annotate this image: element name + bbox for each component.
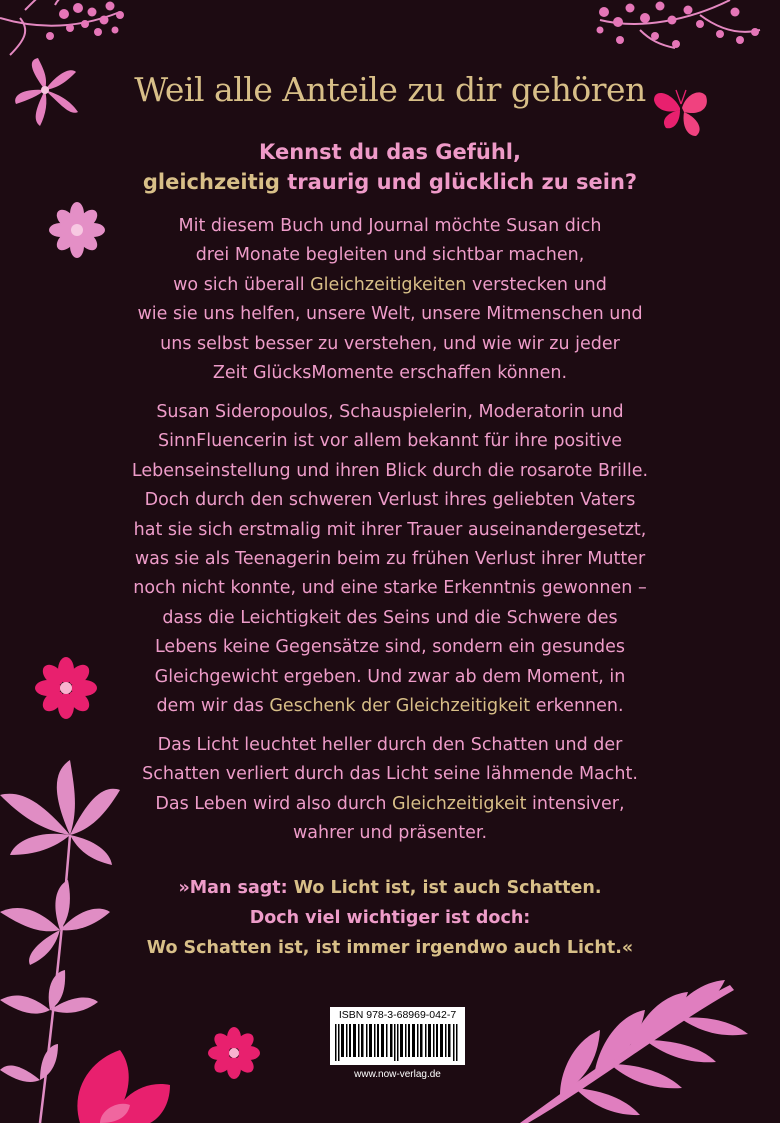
headline-line-2-rest: traurig und glücklich zu sein? — [279, 170, 638, 194]
paragraph-line: drei Monate begleiten und sichtbar machen, — [195, 245, 585, 266]
paragraph-line: wahrer und präsenter. — [292, 823, 488, 844]
paragraph-author — [0, 398, 780, 721]
highlight-text: Gleichzeitigkeiten — [310, 274, 467, 295]
cover-title: Weil alle Anteile zu dir gehören — [134, 70, 646, 109]
text-segment: »Man sagt: — [178, 878, 294, 898]
text-segment: intensiver, — [526, 793, 625, 814]
paragraph-line: uns selbst besser zu verstehen, und wie wir zu jeder — [160, 333, 620, 354]
palm-leaf-icon — [520, 980, 748, 1123]
paragraph-intro — [0, 212, 780, 388]
highlight-text: Wo Licht ist, ist auch Schatten. — [293, 878, 602, 898]
closing-quote — [0, 873, 780, 963]
paragraph-line: SinnFluencerin ist vor allem bekannt für ihre positive — [158, 431, 622, 452]
paragraph-line — [0, 692, 780, 721]
headline-line-1: Kennst du das Gefühl, — [259, 140, 521, 164]
paragraph-light — [0, 731, 780, 849]
paragraph-line: Das Licht leuchtet heller durch den Schatten und der — [157, 735, 623, 755]
paragraph-line: Lebenseinstellung und ihren Blick durch die rosarote Brille. — [131, 460, 649, 481]
top-left-berries-icon — [46, 2, 124, 41]
highlight-text: Geschenk der Gleichzeitigkeit — [269, 696, 531, 717]
paragraph-line: hat sie sich erstmalig mit ihrer Trauer auseinandergesetzt, — [133, 519, 647, 540]
quote-line — [0, 933, 780, 963]
paragraph-line: was sie als Teenagerin beim zu frühen Verlust ihrer Mutter — [134, 549, 646, 570]
text-segment: « — [621, 938, 634, 958]
barcode-icon — [335, 1024, 460, 1061]
paragraph-line — [0, 790, 780, 819]
text-segment: Das Leben wird also durch — [155, 793, 393, 814]
text-segment: verstecken und — [466, 274, 607, 295]
top-left-branch-icon — [0, 0, 120, 55]
paragraph-line: Schatten verliert durch das Licht seine lähmende Macht. — [142, 764, 638, 785]
text-segment: erkennen. — [530, 696, 624, 717]
paragraph-line: Zeit GlücksMomente erschaffen können. — [212, 363, 568, 384]
quote-line — [0, 873, 780, 903]
headline-line-2 — [0, 167, 780, 197]
paragraph-line: Lebens keine Gegensätze sind, sondern ein gesundes — [154, 637, 625, 658]
small-magenta-flower-icon — [208, 1027, 260, 1079]
highlight-text: ist immer irgendwo auch Licht. — [315, 938, 622, 958]
highlight-text: Gleichzeitigkeit — [392, 793, 527, 814]
text-segment: wo sich überall — [173, 274, 311, 295]
isbn-barcode — [330, 1007, 465, 1065]
top-right-branch-icon — [600, 0, 760, 48]
headline — [0, 137, 780, 197]
paragraph-line: noch nicht konnte, und eine starke Erkenntnis gewonnen – — [133, 578, 647, 599]
isbn-number: ISBN 978-3-68969-042-7 — [338, 1009, 457, 1021]
publisher-website: www.now-verlag.de — [354, 1069, 441, 1080]
highlight-text: Wo Schatten ist, — [146, 938, 316, 958]
paragraph-line: Mit diesem Buch und Journal möchte Susan dich — [178, 216, 602, 236]
bottom-blossom-icon — [77, 1050, 170, 1123]
paragraph-line: Gleichgewicht ergeben. Und zwar ab dem Moment, in — [154, 666, 626, 687]
text-segment: dem wir das — [156, 696, 270, 717]
paragraph-line: wie sie uns helfen, unsere Welt, unsere Mitmenschen und — [137, 304, 643, 325]
quote-line: Doch viel wichtiger ist doch: — [249, 908, 531, 928]
paragraph-line — [0, 271, 780, 300]
paragraph-line: Doch durch den schweren Verlust ihres geliebten Vaters — [144, 490, 636, 511]
paragraph-line: dass die Leichtigkeit des Seins und die Schwere des — [162, 607, 618, 628]
headline-gold-word: gleichzeitig — [142, 170, 280, 194]
paragraph-line: Susan Sideropoulos, Schauspielerin, Moderatorin und — [156, 402, 624, 422]
top-right-berries-icon — [597, 2, 760, 49]
